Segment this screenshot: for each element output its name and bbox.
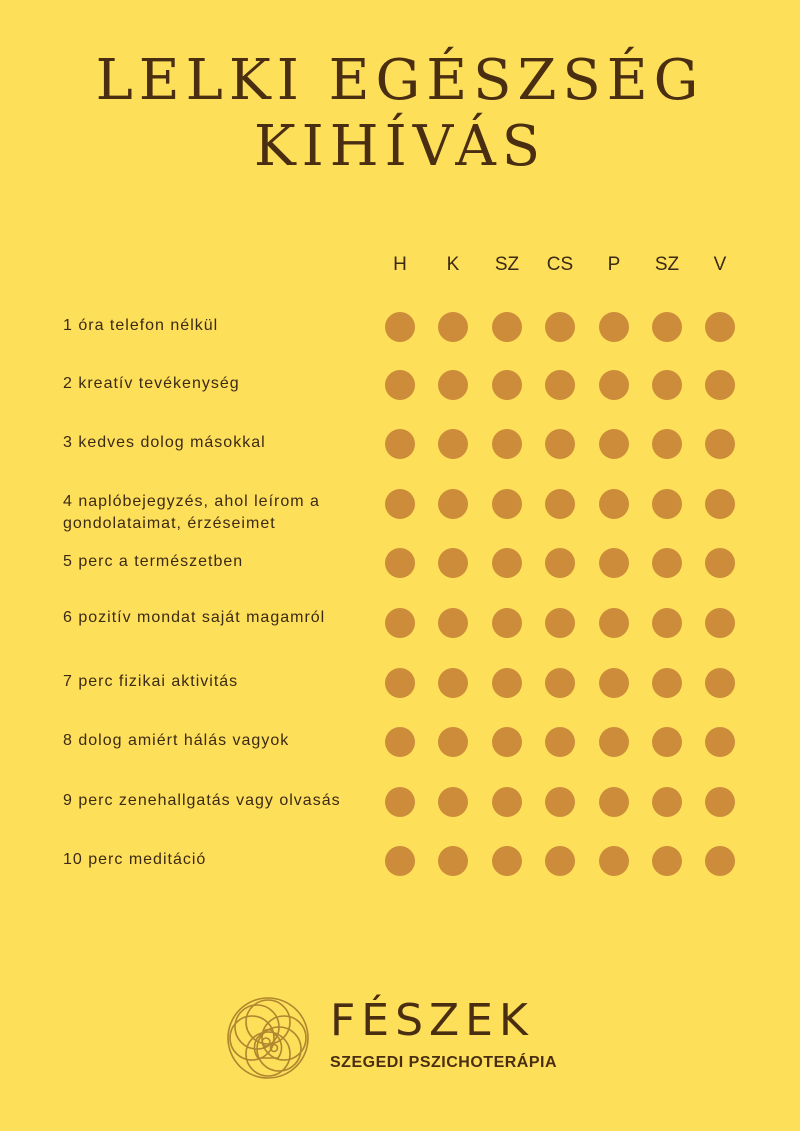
task-label: 8 dolog amiért hálás vagyok xyxy=(63,732,290,749)
day-checkbox-dot[interactable] xyxy=(438,727,468,757)
logo-subtitle: SZEGEDI PSZICHOTERÁPIA xyxy=(330,1054,558,1071)
day-checkbox-dot[interactable] xyxy=(492,429,522,459)
day-checkbox-dot[interactable] xyxy=(438,489,468,519)
day-checkbox-dot[interactable] xyxy=(705,846,735,876)
day-checkbox-dot[interactable] xyxy=(599,608,629,638)
day-checkbox-dot[interactable] xyxy=(438,846,468,876)
day-checkbox-dot[interactable] xyxy=(545,846,575,876)
day-checkbox-dot[interactable] xyxy=(599,429,629,459)
day-checkbox-dot[interactable] xyxy=(492,312,522,342)
day-checkbox-dot[interactable] xyxy=(705,668,735,698)
day-checkbox-dot[interactable] xyxy=(385,429,415,459)
task-label: 1 óra telefon nélkül xyxy=(63,317,219,334)
task-label: 9 perc zenehallgatás vagy olvasás xyxy=(63,792,341,809)
day-checkbox-dot[interactable] xyxy=(652,429,682,459)
day-checkbox-dot[interactable] xyxy=(492,727,522,757)
task-label: 10 perc meditáció xyxy=(63,851,207,868)
day-header: SZ xyxy=(494,254,520,275)
day-checkbox-dot[interactable] xyxy=(545,668,575,698)
day-checkbox-dot[interactable] xyxy=(385,727,415,757)
day-checkbox-dot[interactable] xyxy=(599,787,629,817)
task-label: 3 kedves dolog másokkal xyxy=(63,434,266,451)
day-checkbox-dot[interactable] xyxy=(652,668,682,698)
day-checkbox-dot[interactable] xyxy=(545,370,575,400)
logo-name: FÉSZEK xyxy=(330,995,534,1046)
task-label: 5 perc a természetben xyxy=(63,553,244,570)
day-checkbox-dot[interactable] xyxy=(492,668,522,698)
day-checkbox-dot[interactable] xyxy=(705,370,735,400)
day-checkbox-dot[interactable] xyxy=(545,429,575,459)
day-checkbox-dot[interactable] xyxy=(492,489,522,519)
day-checkbox-dot[interactable] xyxy=(705,429,735,459)
day-header: K xyxy=(446,254,460,275)
day-checkbox-dot[interactable] xyxy=(492,370,522,400)
day-header: V xyxy=(713,254,727,275)
logo xyxy=(222,992,562,1082)
day-checkbox-dot[interactable] xyxy=(385,548,415,578)
day-header: CS xyxy=(546,254,574,275)
day-checkbox-dot[interactable] xyxy=(492,608,522,638)
page-title xyxy=(0,48,800,180)
day-checkbox-dot[interactable] xyxy=(438,548,468,578)
day-checkbox-dot[interactable] xyxy=(438,668,468,698)
day-checkbox-dot[interactable] xyxy=(545,608,575,638)
day-checkbox-dot[interactable] xyxy=(705,489,735,519)
day-checkbox-dot[interactable] xyxy=(599,727,629,757)
day-checkbox-dot[interactable] xyxy=(599,846,629,876)
day-checkbox-dot[interactable] xyxy=(705,608,735,638)
day-header: H xyxy=(393,254,407,275)
day-checkbox-dot[interactable] xyxy=(385,787,415,817)
day-checkbox-dot[interactable] xyxy=(545,548,575,578)
day-checkbox-dot[interactable] xyxy=(652,846,682,876)
day-checkbox-dot[interactable] xyxy=(385,370,415,400)
day-checkbox-dot[interactable] xyxy=(438,312,468,342)
day-checkbox-dot[interactable] xyxy=(385,489,415,519)
day-checkbox-dot[interactable] xyxy=(385,312,415,342)
day-checkbox-dot[interactable] xyxy=(545,787,575,817)
day-checkbox-dot[interactable] xyxy=(438,608,468,638)
day-checkbox-dot[interactable] xyxy=(438,429,468,459)
task-label: 6 pozitív mondat saját magamról xyxy=(63,609,326,626)
day-checkbox-dot[interactable] xyxy=(652,312,682,342)
day-checkbox-dot[interactable] xyxy=(599,312,629,342)
day-checkbox-dot[interactable] xyxy=(652,370,682,400)
day-checkbox-dot[interactable] xyxy=(545,727,575,757)
day-checkbox-dot[interactable] xyxy=(385,608,415,638)
day-checkbox-dot[interactable] xyxy=(705,787,735,817)
day-checkbox-dot[interactable] xyxy=(385,846,415,876)
page-title-line-2: KIHÍVÁS xyxy=(253,114,547,179)
day-checkbox-dot[interactable] xyxy=(652,608,682,638)
day-checkbox-dot[interactable] xyxy=(652,548,682,578)
task-label: 2 kreatív tevékenység xyxy=(63,375,240,392)
day-checkbox-dot[interactable] xyxy=(492,787,522,817)
day-checkbox-dot[interactable] xyxy=(599,548,629,578)
day-checkbox-dot[interactable] xyxy=(652,727,682,757)
day-checkbox-dot[interactable] xyxy=(599,489,629,519)
day-checkbox-dot[interactable] xyxy=(438,370,468,400)
page-title-line-1: LELKI EGÉSZSÉG xyxy=(95,48,705,113)
day-checkbox-dot[interactable] xyxy=(545,489,575,519)
task-label: 7 perc fizikai aktivitás xyxy=(63,673,239,690)
day-checkbox-dot[interactable] xyxy=(652,787,682,817)
day-checkbox-dot[interactable] xyxy=(705,312,735,342)
day-checkbox-dot[interactable] xyxy=(492,548,522,578)
day-header: P xyxy=(607,254,621,275)
day-header: SZ xyxy=(654,254,680,275)
day-checkbox-dot[interactable] xyxy=(385,668,415,698)
day-checkbox-dot[interactable] xyxy=(545,312,575,342)
nest-logo-icon xyxy=(222,992,314,1084)
day-checkbox-dot[interactable] xyxy=(705,548,735,578)
day-checkbox-dot[interactable] xyxy=(652,489,682,519)
day-checkbox-dot[interactable] xyxy=(492,846,522,876)
day-checkbox-dot[interactable] xyxy=(438,787,468,817)
day-checkbox-dot[interactable] xyxy=(599,668,629,698)
day-checkbox-dot[interactable] xyxy=(705,727,735,757)
day-checkbox-dot[interactable] xyxy=(599,370,629,400)
task-label: 4 naplóbejegyzés, ahol leírom a gondolataimat, érzéseimet xyxy=(63,493,320,532)
